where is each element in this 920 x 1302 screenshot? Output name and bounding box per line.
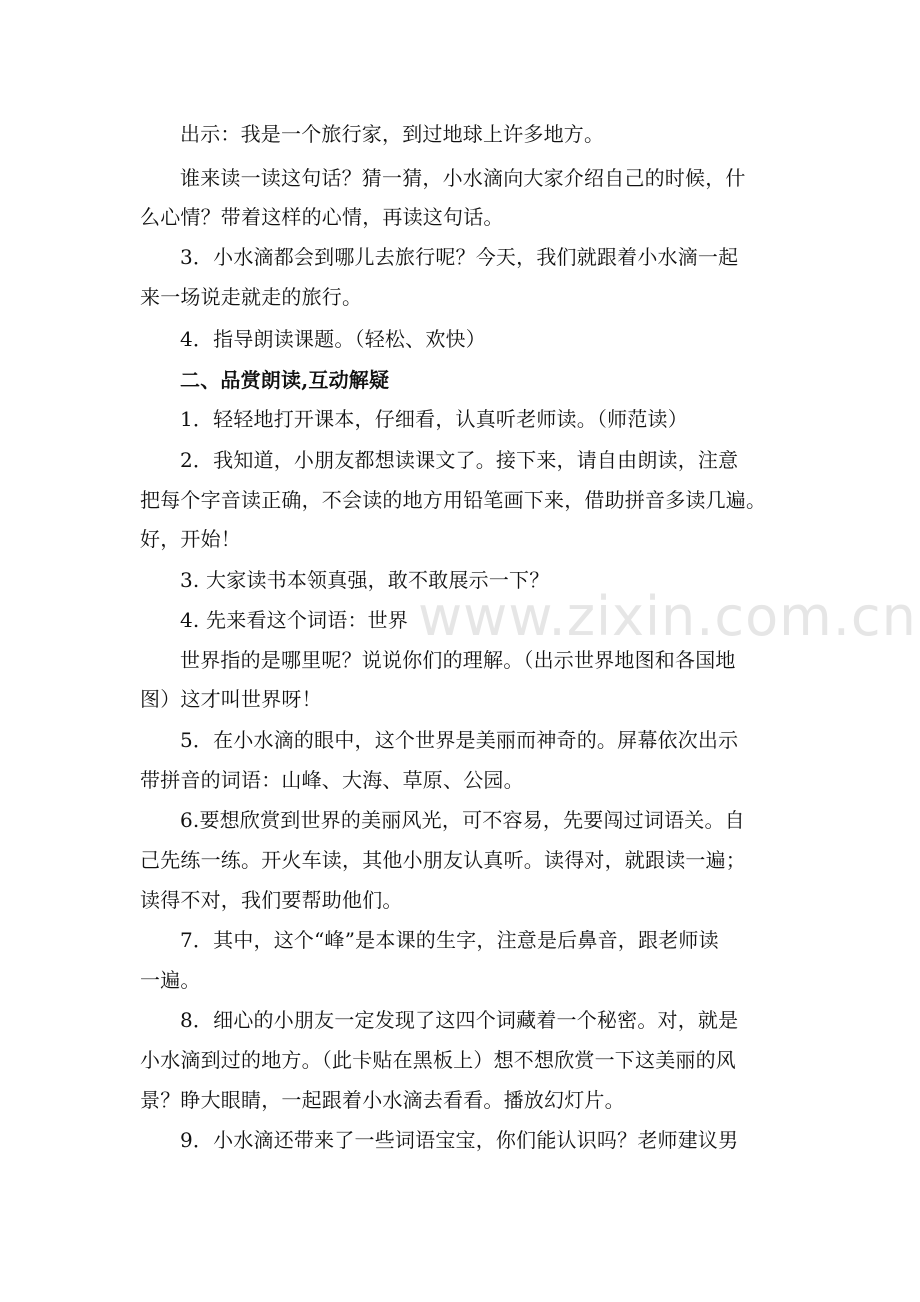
paragraph-line: 2．我知道，小朋友都想读课文了。接下来，请自由朗读，注意 <box>180 448 739 472</box>
paragraph-line: 么心情？带着这样的心情，再读这句话。 <box>140 205 504 229</box>
paragraph-line: 图）这才叫世界呀！ <box>140 687 322 711</box>
paragraph-line: 己先练一练。开火车读，其他小朋友认真听。读得对，就跟读一遍； <box>140 848 746 872</box>
paragraph-line: 3．小水滴都会到哪儿去旅行呢？今天，我们就跟着小水滴一起 <box>180 245 739 269</box>
paragraph-line: 景？睁大眼睛，一起跟着小水滴去看看。播放幻灯片。 <box>140 1088 625 1112</box>
paragraph-line: 7．其中，这个“峰”是本课的生字，注意是后鼻音，跟老师读 <box>180 928 719 952</box>
paragraph-line: 6.要想欣赏到世界的美丽风光，可不容易，先要闯过词语关。自 <box>180 808 745 832</box>
paragraph-line: 谁来读一读这句话？猜一猜，小水滴向大家介绍自己的时候，什 <box>180 166 746 190</box>
paragraph-line: 读得不对，我们要帮助他们。 <box>140 888 403 912</box>
paragraph-line: 小水滴到过的地方。（此卡贴在黑板上）想不想欣赏一下这美丽的风 <box>140 1048 736 1072</box>
paragraph-line: 4. 先来看这个词语：世界 <box>180 608 409 632</box>
paragraph-line: 世界指的是哪里呢？说说你们的理解。（出示世界地图和各国地 <box>180 648 736 672</box>
section-heading: 二、品赏朗读,互动解疑 <box>180 368 390 392</box>
paragraph-line: 3. 大家读书本领真强，敢不敢展示一下？ <box>180 568 550 592</box>
paragraph-line: 来一场说走就走的旅行。 <box>140 285 363 309</box>
paragraph-line: 出示：我是一个旅行家，到过地球上许多地方。 <box>180 122 605 146</box>
paragraph-line: 5．在小水滴的眼中，这个世界是美丽而神奇的。屏幕依次出示 <box>180 728 739 752</box>
paragraph-line: 9．小水滴还带来了一些词语宝宝，你们能认识吗？老师建议男 <box>180 1128 739 1152</box>
paragraph-line: 一遍。 <box>140 968 201 992</box>
watermark: www.zixin.com.cn <box>418 585 917 648</box>
paragraph-line: 把每个字音读正确，不会读的地方用铅笔画下来，借助拼音多读几遍。 <box>140 488 767 512</box>
paragraph-line: 好，开始！ <box>140 527 241 551</box>
paragraph-line: 4．指导朗读课题。（轻松、欢快） <box>180 327 486 351</box>
paragraph-line: 带拼音的词语：山峰、大海、草原、公园。 <box>140 768 524 792</box>
paragraph-line: 8．细心的小朋友一定发现了这四个词藏着一个秘密。对，就是 <box>180 1008 739 1032</box>
paragraph-line: 1．轻轻地打开课本，仔细看，认真听老师读。（师范读） <box>180 407 688 431</box>
